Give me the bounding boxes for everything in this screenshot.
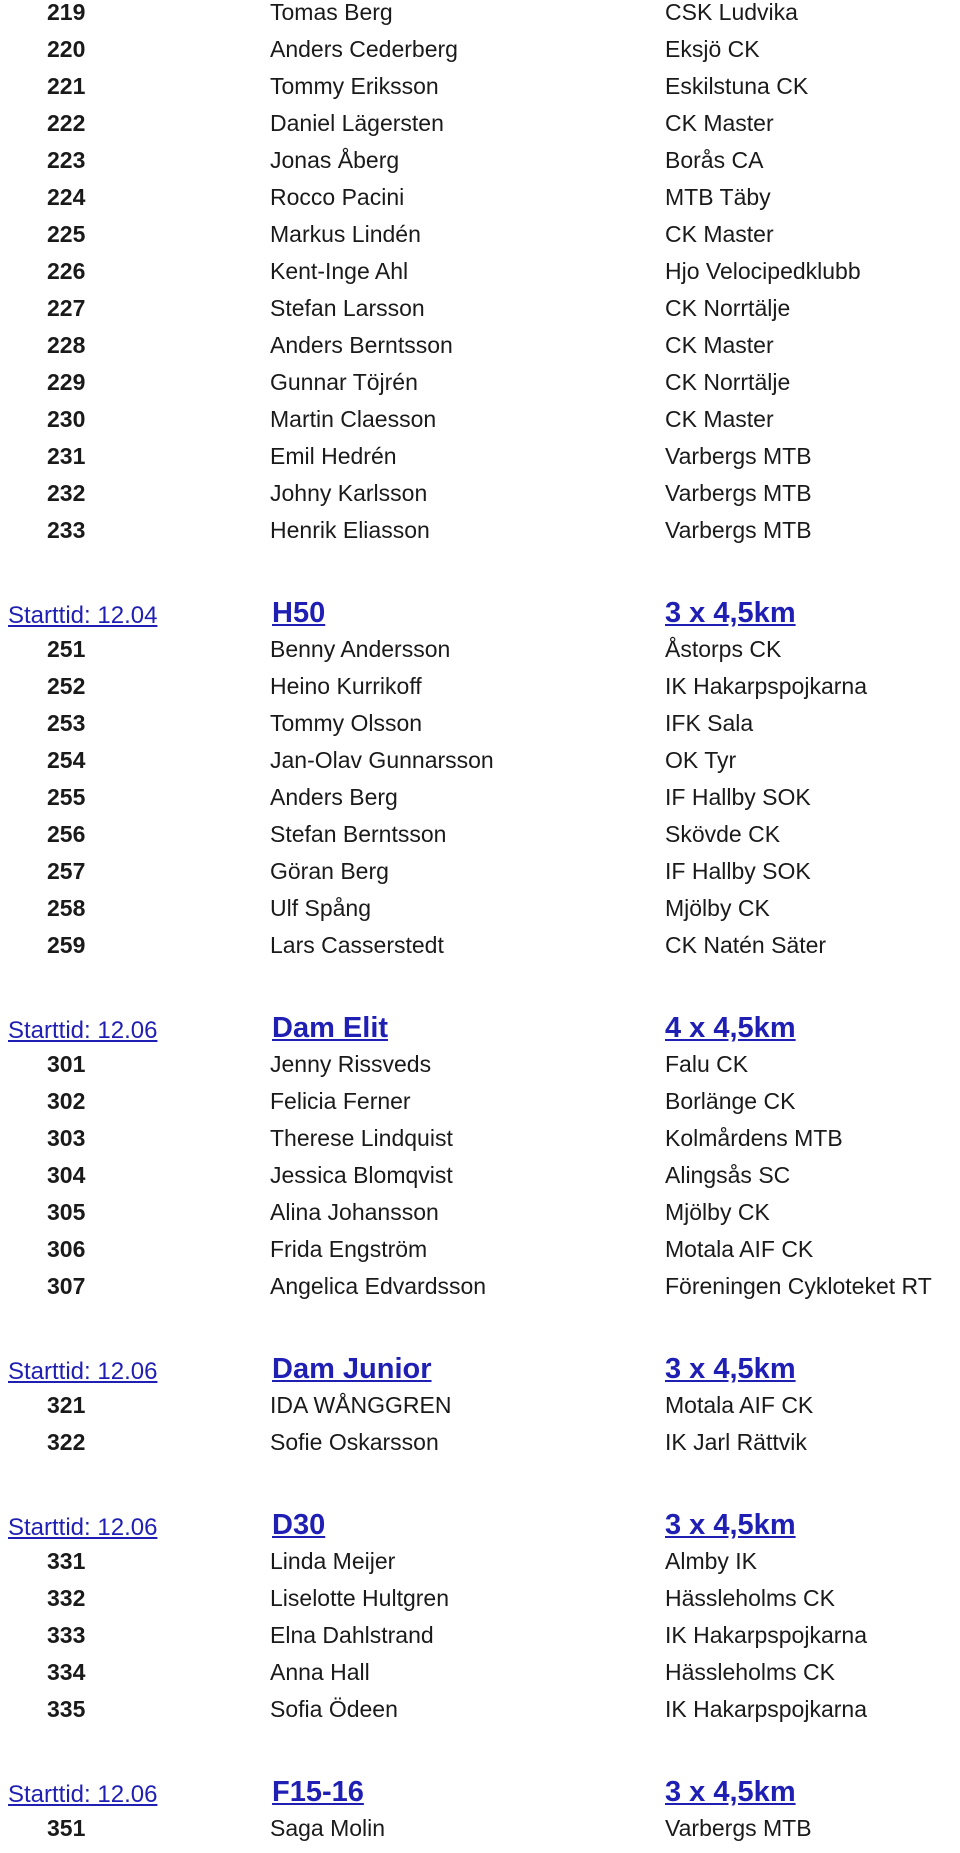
start-number: 301 — [47, 1051, 86, 1077]
club-name: Motala AIF CK — [665, 1392, 814, 1418]
club-name: OK Tyr — [665, 747, 737, 773]
start-group — [0, 597, 960, 970]
club-name: CK Master — [665, 110, 774, 136]
club-name: Mjölby CK — [665, 1199, 770, 1225]
club-name: Kolmårdens MTB — [665, 1125, 843, 1151]
rider-row — [0, 518, 960, 555]
rider-row — [0, 711, 960, 748]
start-number: 322 — [47, 1429, 86, 1455]
rider-name: Benny Andersson — [270, 636, 451, 662]
start-number: 230 — [47, 406, 86, 432]
rider-name: Elna Dahlstrand — [270, 1622, 434, 1648]
club-name: Varbergs MTB — [665, 1815, 812, 1841]
rider-row — [0, 222, 960, 259]
start-number: 256 — [47, 821, 86, 847]
rider-name: Alina Johansson — [270, 1199, 439, 1225]
rider-row — [0, 1089, 960, 1126]
rider-row — [0, 674, 960, 711]
start-number: 223 — [47, 147, 86, 173]
start-number: 321 — [47, 1392, 86, 1418]
rider-row — [0, 74, 960, 111]
rider-row — [0, 748, 960, 785]
club-name: CK Natén Säter — [665, 932, 827, 958]
start-number: 254 — [47, 747, 86, 773]
club-name: Motala AIF CK — [665, 1236, 814, 1262]
start-number: 251 — [47, 636, 86, 662]
start-time-link[interactable]: Starttid: 12.06 — [8, 1514, 158, 1541]
rider-row — [0, 481, 960, 518]
start-number: 257 — [47, 858, 86, 884]
class-name-link[interactable]: Dam Junior — [272, 1353, 432, 1385]
start-number: 229 — [47, 369, 86, 395]
group-header — [0, 597, 960, 637]
club-name: Hässleholms CK — [665, 1659, 835, 1685]
start-number: 228 — [47, 332, 86, 358]
start-number: 232 — [47, 480, 86, 506]
rider-row — [0, 1237, 960, 1274]
start-group — [0, 1012, 960, 1311]
club-name: Varbergs MTB — [665, 443, 812, 469]
rider-row — [0, 407, 960, 444]
rider-row — [0, 1430, 960, 1467]
rider-row — [0, 1816, 960, 1853]
rider-name: Sofie Oskarsson — [270, 1429, 439, 1455]
rider-row — [0, 1697, 960, 1734]
start-time-link[interactable]: Starttid: 12.06 — [8, 1017, 158, 1044]
rider-name: Stefan Berntsson — [270, 821, 447, 847]
start-number: 224 — [47, 184, 86, 210]
rider-row — [0, 1200, 960, 1237]
rider-row — [0, 296, 960, 333]
start-number: 222 — [47, 110, 86, 136]
start-group — [0, 0, 960, 555]
club-name: Mjölby CK — [665, 895, 770, 921]
rider-row — [0, 637, 960, 674]
club-name: Skövde CK — [665, 821, 781, 847]
class-name-link[interactable]: H50 — [272, 597, 326, 629]
start-time-link[interactable]: Starttid: 12.04 — [8, 602, 158, 629]
rider-name: Angelica Edvardsson — [270, 1273, 487, 1299]
start-number: 225 — [47, 221, 86, 247]
start-number: 219 — [47, 0, 86, 25]
rider-row — [0, 785, 960, 822]
start-number: 304 — [47, 1162, 86, 1188]
rider-name: Henrik Eliasson — [270, 517, 430, 543]
rider-row — [0, 859, 960, 896]
rider-row — [0, 933, 960, 970]
rider-name: Ulf Spång — [270, 895, 372, 921]
start-number: 306 — [47, 1236, 86, 1262]
group-header — [0, 1353, 960, 1393]
rider-row — [0, 111, 960, 148]
rider-name: Johny Karlsson — [270, 480, 428, 506]
rider-name: Lars Casserstedt — [270, 932, 444, 958]
start-number: 252 — [47, 673, 86, 699]
rider-row — [0, 148, 960, 185]
rider-name: Jan-Olav Gunnarsson — [270, 747, 494, 773]
rider-name: Anna Hall — [270, 1659, 370, 1685]
rider-row — [0, 822, 960, 859]
start-number: 259 — [47, 932, 86, 958]
start-number: 226 — [47, 258, 86, 284]
rider-row — [0, 259, 960, 296]
club-name: CK Master — [665, 221, 774, 247]
rider-name: Linda Meijer — [270, 1548, 396, 1574]
distance-link[interactable]: 3 x 4,5km — [665, 597, 796, 629]
club-name: Falu CK — [665, 1051, 749, 1077]
rider-name: Stefan Larsson — [270, 295, 425, 321]
start-number: 233 — [47, 517, 86, 543]
club-name: Varbergs MTB — [665, 480, 812, 506]
rider-name: Jessica Blomqvist — [270, 1162, 453, 1188]
club-name: IF Hallby SOK — [665, 784, 811, 810]
club-name: Varbergs MTB — [665, 517, 812, 543]
club-name: Eksjö CK — [665, 36, 760, 62]
rider-name: Martin Claesson — [270, 406, 437, 432]
club-name: CK Norrtälje — [665, 295, 791, 321]
distance-link[interactable]: 3 x 4,5km — [665, 1509, 796, 1541]
club-name: Hjo Velocipedklubb — [665, 258, 861, 284]
rider-name: Liselotte Hultgren — [270, 1585, 449, 1611]
club-name: IK Hakarpspojkarna — [665, 1622, 867, 1648]
rider-name: Tommy Eriksson — [270, 73, 439, 99]
start-number: 334 — [47, 1659, 86, 1685]
club-name: IK Jarl Rättvik — [665, 1429, 807, 1455]
club-name: CK Master — [665, 332, 774, 358]
club-name: Borås CA — [665, 147, 764, 173]
club-name: Borlänge CK — [665, 1088, 796, 1114]
start-number: 307 — [47, 1273, 86, 1299]
class-name-link[interactable]: D30 — [272, 1509, 326, 1541]
rider-row — [0, 1586, 960, 1623]
start-number: 332 — [47, 1585, 86, 1611]
club-name: Föreningen Cykloteket RT — [665, 1273, 932, 1299]
rider-name: Anders Berntsson — [270, 332, 453, 358]
club-name: Åstorps CK — [665, 636, 782, 662]
start-number: 227 — [47, 295, 86, 321]
rider-name: Jonas Åberg — [270, 147, 400, 173]
rider-row — [0, 444, 960, 481]
rider-row — [0, 1163, 960, 1200]
rider-row — [0, 1549, 960, 1586]
rider-name: Frida Engström — [270, 1236, 428, 1262]
rider-row — [0, 0, 960, 37]
club-name: CSK Ludvika — [665, 0, 798, 25]
distance-link[interactable]: 3 x 4,5km — [665, 1353, 796, 1385]
rider-name: Felicia Ferner — [270, 1088, 411, 1114]
rider-row — [0, 896, 960, 933]
rider-name: Sofia Ödeen — [270, 1696, 398, 1722]
rider-name: Gunnar Töjrén — [270, 369, 418, 395]
start-group — [0, 1353, 960, 1467]
rider-name: Heino Kurrikoff — [270, 673, 422, 699]
rider-row — [0, 370, 960, 407]
start-number: 302 — [47, 1088, 86, 1114]
rider-name: Emil Hedrén — [270, 443, 397, 469]
rider-row — [0, 1660, 960, 1697]
rider-name: Daniel Lägersten — [270, 110, 444, 136]
start-number: 231 — [47, 443, 86, 469]
rider-row — [0, 1393, 960, 1430]
club-name: IK Hakarpspojkarna — [665, 673, 867, 699]
rider-row — [0, 1274, 960, 1311]
start-number: 221 — [47, 73, 86, 99]
distance-link[interactable]: 3 x 4,5km — [665, 1776, 796, 1808]
club-name: MTB Täby — [665, 184, 771, 210]
rider-name: Anders Cederberg — [270, 36, 458, 62]
distance-link[interactable]: 4 x 4,5km — [665, 1012, 796, 1044]
club-name: IF Hallby SOK — [665, 858, 811, 884]
start-time-link[interactable]: Starttid: 12.06 — [8, 1781, 158, 1808]
rider-row — [0, 37, 960, 74]
rider-name: IDA WÅNGGREN — [270, 1392, 452, 1418]
start-number: 333 — [47, 1622, 86, 1648]
rider-name: Göran Berg — [270, 858, 389, 884]
start-number: 331 — [47, 1548, 86, 1574]
rider-row — [0, 333, 960, 370]
club-name: CK Master — [665, 406, 774, 432]
start-number: 258 — [47, 895, 86, 921]
class-name-link[interactable]: F15-16 — [272, 1776, 364, 1808]
club-name: Almby IK — [665, 1548, 758, 1574]
class-name-link[interactable]: Dam Elit — [272, 1012, 389, 1044]
rider-row — [0, 1623, 960, 1660]
club-name: Eskilstuna CK — [665, 73, 809, 99]
group-header — [0, 1776, 960, 1816]
start-group — [0, 1509, 960, 1734]
start-number: 303 — [47, 1125, 86, 1151]
rider-name: Rocco Pacini — [270, 184, 405, 210]
rider-name: Therese Lindquist — [270, 1125, 453, 1151]
club-name: Alingsås SC — [665, 1162, 791, 1188]
club-name: Hässleholms CK — [665, 1585, 835, 1611]
start-number: 253 — [47, 710, 86, 736]
rider-name: Tommy Olsson — [270, 710, 423, 736]
start-number: 255 — [47, 784, 86, 810]
start-group — [0, 1776, 960, 1853]
rider-name: Markus Lindén — [270, 221, 421, 247]
start-time-link[interactable]: Starttid: 12.06 — [8, 1358, 158, 1385]
club-name: IK Hakarpspojkarna — [665, 1696, 867, 1722]
rider-row — [0, 1126, 960, 1163]
rider-row — [0, 1052, 960, 1089]
rider-name: Saga Molin — [270, 1815, 386, 1841]
rider-name: Tomas Berg — [270, 0, 393, 25]
group-header — [0, 1509, 960, 1549]
club-name: IFK Sala — [665, 710, 754, 736]
start-number: 305 — [47, 1199, 86, 1225]
club-name: CK Norrtälje — [665, 369, 791, 395]
rider-row — [0, 185, 960, 222]
group-header — [0, 1012, 960, 1052]
rider-name: Anders Berg — [270, 784, 398, 810]
start-number: 335 — [47, 1696, 86, 1722]
start-number: 351 — [47, 1815, 86, 1841]
rider-name: Kent-Inge Ahl — [270, 258, 409, 284]
rider-name: Jenny Rissveds — [270, 1051, 432, 1077]
start-number: 220 — [47, 36, 86, 62]
